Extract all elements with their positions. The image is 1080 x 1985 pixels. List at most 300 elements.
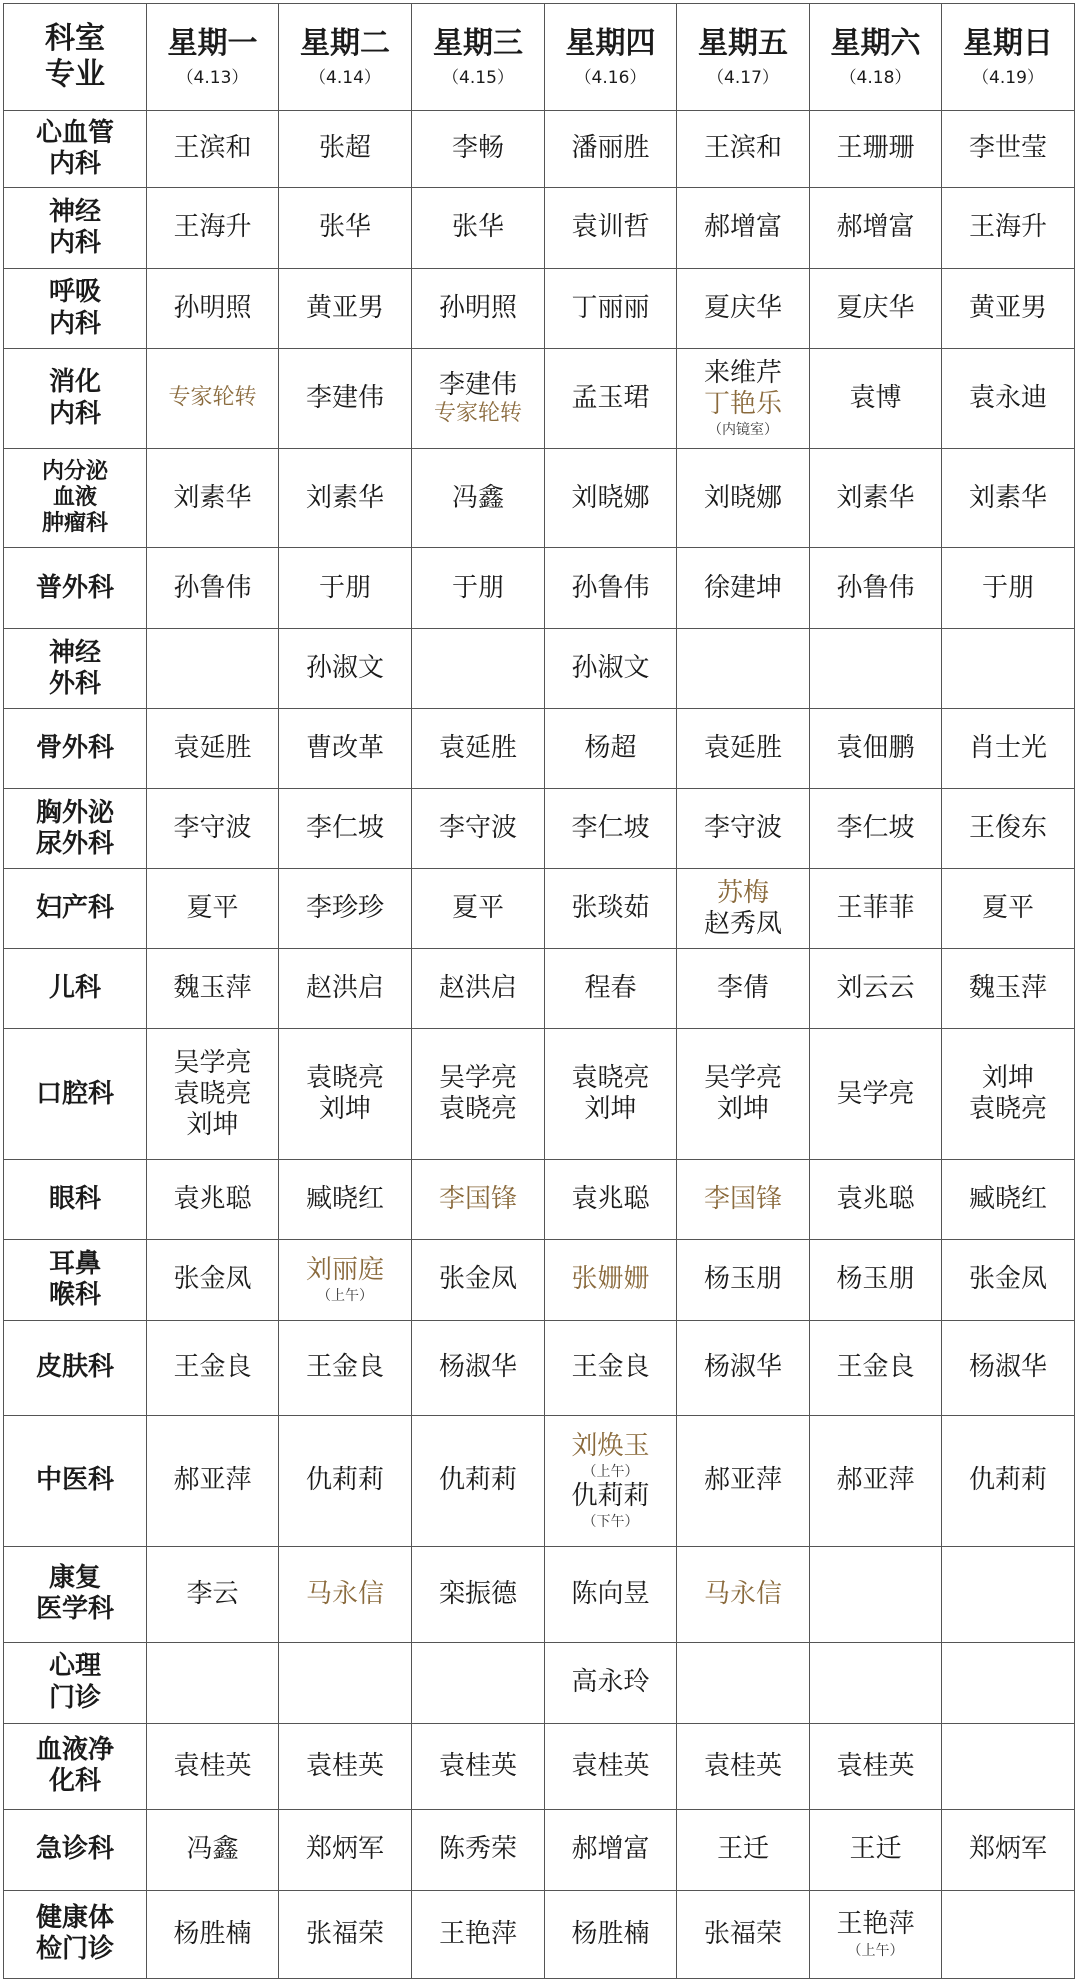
doctor-name: 袁兆聪 (836, 1184, 915, 1215)
doctor-name: 杨胜楠 (173, 1918, 252, 1949)
department-name-line: 皮肤科 (35, 1351, 114, 1382)
schedule-cell (279, 449, 412, 548)
doctor-name: 程春 (584, 973, 637, 1004)
schedule-cell (810, 709, 942, 789)
doctor-name: 袁桂英 (305, 1750, 384, 1781)
doctor-name: 马永信 (305, 1578, 384, 1609)
doctor-name: 高永玲 (571, 1667, 650, 1698)
day-name: 星期三 (433, 25, 523, 61)
doctor-name: 张华 (451, 212, 504, 243)
day-name: 星期一 (167, 25, 258, 61)
doctor-name: 张琰茹 (571, 893, 650, 924)
day-header (412, 4, 545, 111)
schedule-cell (412, 1160, 545, 1240)
doctor-name: 王艳萍 (438, 1918, 517, 1949)
header-row (4, 4, 1075, 111)
doctor-name: 吴学亮 (173, 1047, 252, 1078)
schedule-cell (942, 1546, 1075, 1642)
schedule-cell (677, 1029, 810, 1160)
doctor-name: 仇莉莉 (968, 1464, 1047, 1495)
doctor-name: 于朋 (451, 572, 504, 603)
schedule-cell (279, 1029, 412, 1160)
schedule-cell (677, 548, 810, 629)
schedule-cell (147, 869, 279, 949)
doctor-name: 张姗姗 (571, 1264, 650, 1295)
doctor-name: 马永信 (703, 1578, 782, 1609)
doctor-name: 袁佃鹏 (836, 733, 915, 764)
doctor-name: 于朋 (981, 572, 1034, 603)
time-note: （上午） (847, 1942, 904, 1959)
schedule-cell (677, 869, 810, 949)
doctor-name: 臧晓红 (305, 1184, 384, 1215)
department-name-line: 急诊科 (35, 1834, 114, 1865)
schedule-cell (677, 709, 810, 789)
schedule-cell (147, 1809, 279, 1890)
schedule-cell (942, 449, 1075, 548)
schedule-cell (942, 1415, 1075, 1546)
department-row (4, 949, 1075, 1029)
corner-label-line: 科室 (45, 21, 105, 56)
schedule-cell (412, 111, 545, 188)
department-row (4, 111, 1075, 188)
schedule-cell (942, 789, 1075, 869)
department-name (4, 949, 147, 1029)
department-name-line: 中医科 (35, 1464, 114, 1495)
doctor-name: 刘云云 (836, 973, 915, 1004)
doctor-name: 刘素华 (968, 482, 1047, 513)
schedule-cell (147, 111, 279, 188)
schedule-cell (942, 349, 1075, 449)
schedule-cell (147, 269, 279, 349)
department-name (4, 709, 147, 789)
schedule-cell (412, 349, 545, 449)
schedule-cell (412, 1029, 545, 1160)
department-name (4, 1809, 147, 1890)
doctor-name: 袁延胜 (438, 733, 517, 764)
department-name-line: 胸外泌 (35, 797, 114, 828)
doctor-name: 刘坤 (584, 1094, 637, 1125)
doctor-name: 张金凤 (438, 1264, 517, 1295)
doctor-name: 张福荣 (703, 1918, 782, 1949)
department-name-line: 健康体 (35, 1903, 114, 1934)
doctor-name: 夏庆华 (836, 292, 915, 323)
department-name-line: 骨外科 (35, 733, 114, 764)
schedule-cell (677, 1320, 810, 1415)
schedule-cell (942, 1029, 1075, 1160)
schedule-cell (545, 1029, 677, 1160)
department-name-line: 心理 (48, 1651, 101, 1682)
schedule-cell (545, 1642, 677, 1723)
doctor-name: 仇莉莉 (571, 1480, 650, 1511)
doctor-name: 刘素华 (173, 482, 252, 513)
doctor-name: 夏平 (981, 893, 1034, 924)
schedule-cell (147, 449, 279, 548)
department-row (4, 709, 1075, 789)
doctor-name: 郑炳军 (305, 1834, 384, 1865)
schedule-cell (677, 349, 810, 449)
schedule-cell (147, 789, 279, 869)
schedule-cell (412, 1546, 545, 1642)
schedule-cell (147, 1723, 279, 1809)
doctor-name: 冯鑫 (451, 482, 504, 513)
doctor-name: 李仁坡 (571, 813, 650, 844)
department-name (4, 188, 147, 269)
doctor-name: 郝亚萍 (703, 1464, 782, 1495)
doctor-name: 魏玉萍 (173, 973, 252, 1004)
doctor-name: 袁博 (849, 383, 902, 414)
schedule-cell (942, 1723, 1075, 1809)
schedule-cell (279, 949, 412, 1029)
department-name (4, 548, 147, 629)
schedule-cell (942, 1320, 1075, 1415)
day-header (279, 4, 412, 111)
schedule-cell (412, 449, 545, 548)
schedule-cell (545, 548, 677, 629)
schedule-cell (545, 1890, 677, 1978)
doctor-name: 徐建坤 (703, 572, 782, 603)
doctor-name: 王俊东 (968, 813, 1047, 844)
department-name (4, 269, 147, 349)
doctor-name: 王滨和 (173, 133, 252, 164)
schedule-cell (810, 1723, 942, 1809)
doctor-name: 刘晓娜 (571, 482, 650, 513)
schedule-cell (412, 1642, 545, 1723)
doctor-name: 李珍珍 (305, 893, 384, 924)
doctor-name: 袁训哲 (571, 212, 650, 243)
doctor-name: 赵秀凤 (703, 908, 782, 939)
doctor-name: 杨淑华 (968, 1351, 1047, 1382)
schedule-cell (279, 111, 412, 188)
doctor-name: 刘晓娜 (703, 482, 782, 513)
department-name-line: 检门诊 (35, 1934, 114, 1965)
doctor-name: 孙明照 (173, 292, 252, 323)
schedule-cell (279, 1890, 412, 1978)
schedule-cell (412, 1240, 545, 1320)
doctor-name: 李倩 (716, 973, 769, 1004)
doctor-name: 孙明照 (438, 292, 517, 323)
schedule-cell (942, 709, 1075, 789)
doctor-name: 杨淑华 (703, 1351, 782, 1382)
doctor-name: 黄亚男 (305, 292, 384, 323)
doctor-name: 李建伟 (305, 383, 384, 414)
department-name-line: 口腔科 (35, 1078, 114, 1109)
doctor-name: 魏玉萍 (968, 973, 1047, 1004)
department-name-line: 内科 (48, 308, 101, 339)
doctor-name: 郝亚萍 (836, 1464, 915, 1495)
schedule-cell (412, 1809, 545, 1890)
schedule-cell (545, 789, 677, 869)
time-note: （上午） (317, 1288, 373, 1305)
doctor-name: 丁艳乐 (703, 389, 782, 420)
doctor-name: 李云 (186, 1578, 239, 1609)
doctor-name: 专家轮转 (168, 385, 257, 411)
department-name-line: 血液 (52, 484, 97, 510)
department-name (4, 1029, 147, 1160)
doctor-name: 于朋 (318, 572, 371, 603)
department-row (4, 1415, 1075, 1546)
department-row (4, 789, 1075, 869)
schedule-cell (942, 1240, 1075, 1320)
doctor-name: 袁延胜 (173, 733, 252, 764)
day-name: 星期日 (963, 25, 1053, 61)
schedule-cell (412, 1890, 545, 1978)
department-row (4, 629, 1075, 709)
department-name-line: 普外科 (35, 572, 114, 603)
schedule-cell (279, 1320, 412, 1415)
schedule-cell (677, 449, 810, 548)
doctor-name: 袁桂英 (438, 1750, 517, 1781)
doctor-name: 王菲菲 (836, 893, 915, 924)
schedule-cell (545, 269, 677, 349)
doctor-name: 杨超 (584, 733, 637, 764)
department-row (4, 1723, 1075, 1809)
schedule-cell (810, 349, 942, 449)
day-date: （4.16） (574, 67, 647, 88)
doctor-name: 孙鲁伟 (173, 572, 252, 603)
corner-header (4, 4, 147, 111)
schedule-cell (545, 349, 677, 449)
day-header (942, 4, 1075, 111)
department-name-line: 呼吸 (48, 277, 101, 308)
doctor-name: 郝亚萍 (173, 1464, 252, 1495)
department-name (4, 789, 147, 869)
schedule-cell (545, 1415, 677, 1546)
doctor-name: 王迁 (849, 1834, 902, 1865)
doctor-name: 赵洪启 (305, 973, 384, 1004)
doctor-name: 刘坤 (981, 1063, 1034, 1094)
department-name-line: 门诊 (48, 1682, 101, 1713)
schedule-cell (279, 1160, 412, 1240)
doctor-name: 王金良 (836, 1351, 915, 1382)
day-date: （4.19） (972, 67, 1044, 88)
doctor-name: 张金凤 (173, 1264, 252, 1295)
doctor-name: 王金良 (305, 1351, 384, 1382)
department-name-line: 内科 (48, 228, 101, 259)
doctor-name: 张福荣 (305, 1918, 384, 1949)
doctor-name: 李建伟 (438, 369, 517, 400)
doctor-name: 李国锋 (703, 1184, 782, 1215)
schedule-cell (677, 1240, 810, 1320)
schedule-cell (279, 1546, 412, 1642)
schedule-cell (147, 1240, 279, 1320)
department-row (4, 449, 1075, 548)
schedule-cell (545, 869, 677, 949)
schedule-cell (810, 449, 942, 548)
department-name-line: 外科 (48, 668, 101, 699)
schedule-cell (810, 1809, 942, 1890)
department-name (4, 111, 147, 188)
schedule-cell (545, 1160, 677, 1240)
doctor-name: 王艳萍 (836, 1909, 915, 1940)
schedule-cell (147, 709, 279, 789)
schedule-cell (545, 1240, 677, 1320)
schedule-cell (677, 629, 810, 709)
doctor-name: 王金良 (571, 1351, 650, 1382)
schedule-cell (810, 269, 942, 349)
day-header (545, 4, 677, 111)
doctor-name: 孙鲁伟 (836, 572, 915, 603)
department-name-line: 医学科 (35, 1594, 114, 1625)
doctor-name: 专家轮转 (433, 401, 522, 427)
time-note: （上午） (582, 1463, 639, 1480)
doctor-name: 陈秀荣 (438, 1834, 517, 1865)
doctor-name: 袁桂英 (836, 1750, 915, 1781)
doctor-name: 袁桂英 (703, 1750, 782, 1781)
doctor-name: 肖士光 (968, 733, 1047, 764)
schedule-cell (942, 949, 1075, 1029)
schedule-cell (412, 1320, 545, 1415)
schedule-cell (942, 1160, 1075, 1240)
doctor-name: 陈向昱 (571, 1578, 650, 1609)
schedule-cell (279, 188, 412, 269)
schedule-cell (412, 548, 545, 629)
schedule-cell (810, 188, 942, 269)
doctor-name: 郝增富 (703, 212, 782, 243)
doctor-name: 来维芹 (703, 358, 782, 389)
doctor-name: 仇莉莉 (438, 1464, 517, 1495)
schedule-cell (545, 1723, 677, 1809)
day-date: （4.13） (176, 67, 249, 88)
doctor-name: 王海升 (173, 212, 252, 243)
doctor-name: 张金凤 (968, 1264, 1047, 1295)
day-name: 星期四 (565, 25, 656, 61)
department-row (4, 1160, 1075, 1240)
schedule-cell (942, 548, 1075, 629)
day-date: （4.18） (839, 67, 912, 88)
schedule-cell (942, 188, 1075, 269)
schedule-cell (545, 188, 677, 269)
department-name (4, 349, 147, 449)
schedule-cell (412, 789, 545, 869)
doctor-name: 李仁坡 (305, 813, 384, 844)
schedule-cell (279, 789, 412, 869)
schedule-cell (147, 1642, 279, 1723)
schedule-cell (545, 449, 677, 548)
department-row (4, 548, 1075, 629)
doctor-name: 袁晓亮 (305, 1063, 384, 1094)
schedule-cell (279, 548, 412, 629)
department-row (4, 1240, 1075, 1320)
doctor-name: 吴学亮 (438, 1063, 517, 1094)
department-name-line: 消化 (48, 367, 101, 398)
doctor-name: 袁晓亮 (438, 1094, 517, 1125)
schedule-cell (147, 1546, 279, 1642)
doctor-name: 刘素华 (305, 482, 384, 513)
department-name-line: 内科 (48, 149, 101, 180)
doctor-name: 仇莉莉 (305, 1464, 384, 1495)
doctor-name: 李守波 (703, 813, 782, 844)
doctor-name: 袁晓亮 (968, 1094, 1047, 1125)
schedule-cell (279, 869, 412, 949)
department-name (4, 1723, 147, 1809)
department-name (4, 1240, 147, 1320)
doctor-name: 王珊珊 (836, 133, 915, 164)
schedule-cell (810, 1029, 942, 1160)
doctor-name: 黄亚男 (968, 292, 1047, 323)
schedule-cell (810, 869, 942, 949)
doctor-name: 李畅 (451, 133, 504, 164)
department-name (4, 1415, 147, 1546)
schedule-cell (942, 1890, 1075, 1978)
schedule-cell (810, 789, 942, 869)
schedule-cell (412, 949, 545, 1029)
day-name: 星期五 (698, 25, 788, 61)
doctor-name: 刘焕玉 (571, 1430, 650, 1461)
schedule-cell (942, 1642, 1075, 1723)
schedule-cell (412, 188, 545, 269)
schedule-cell (677, 949, 810, 1029)
doctor-name: 李国锋 (438, 1184, 517, 1215)
schedule-cell (545, 709, 677, 789)
doctor-name: 袁晓亮 (173, 1078, 252, 1109)
schedule-cell (279, 709, 412, 789)
doctor-name: 刘坤 (716, 1094, 769, 1125)
schedule-cell (147, 188, 279, 269)
day-header (147, 4, 279, 111)
department-row (4, 349, 1075, 449)
department-name-line: 耳鼻 (48, 1248, 101, 1279)
schedule-cell (942, 869, 1075, 949)
schedule-cell (677, 1160, 810, 1240)
schedule-cell (279, 269, 412, 349)
department-row (4, 1546, 1075, 1642)
doctor-name: 袁晓亮 (571, 1063, 650, 1094)
schedule-cell (545, 1320, 677, 1415)
doctor-name: 袁延胜 (703, 733, 782, 764)
schedule-cell (147, 629, 279, 709)
department-name-line: 尿外科 (35, 828, 114, 859)
schedule-cell (147, 1029, 279, 1160)
doctor-name: 张华 (318, 212, 371, 243)
schedule-cell (147, 548, 279, 629)
doctor-name: 潘丽胜 (571, 133, 650, 164)
schedule-cell (942, 629, 1075, 709)
schedule-cell (810, 1320, 942, 1415)
department-row (4, 1642, 1075, 1723)
duty-schedule-table (3, 3, 1075, 1979)
schedule-cell (677, 1415, 810, 1546)
schedule-cell (810, 1890, 942, 1978)
day-header (810, 4, 942, 111)
department-row (4, 1320, 1075, 1415)
day-date: （4.14） (309, 67, 381, 88)
doctor-name: 郝增富 (836, 212, 915, 243)
department-name-line: 心血管 (35, 117, 114, 148)
day-name: 星期六 (830, 25, 921, 61)
department-name-line: 康复 (48, 1562, 101, 1593)
day-date: （4.17） (707, 67, 779, 88)
department-name-line: 肿瘤科 (41, 511, 108, 537)
doctor-name: 刘坤 (186, 1110, 239, 1140)
schedule-cell (810, 1160, 942, 1240)
doctor-name: 丁丽丽 (571, 292, 650, 323)
schedule-cell (412, 869, 545, 949)
doctor-name: 孟玉珺 (571, 383, 650, 414)
doctor-name: 吴学亮 (836, 1078, 915, 1109)
department-name (4, 449, 147, 548)
doctor-name: 李世莹 (968, 133, 1047, 164)
doctor-name: 苏梅 (716, 877, 769, 908)
corner-label-line: 专业 (45, 57, 105, 92)
schedule-cell (677, 1809, 810, 1890)
doctor-name: 夏平 (451, 893, 504, 924)
department-row (4, 269, 1075, 349)
schedule-cell (545, 949, 677, 1029)
doctor-name: 袁桂英 (173, 1750, 252, 1781)
doctor-name: 王滨和 (703, 133, 782, 164)
schedule-cell (147, 949, 279, 1029)
doctor-name: 王海升 (968, 212, 1047, 243)
